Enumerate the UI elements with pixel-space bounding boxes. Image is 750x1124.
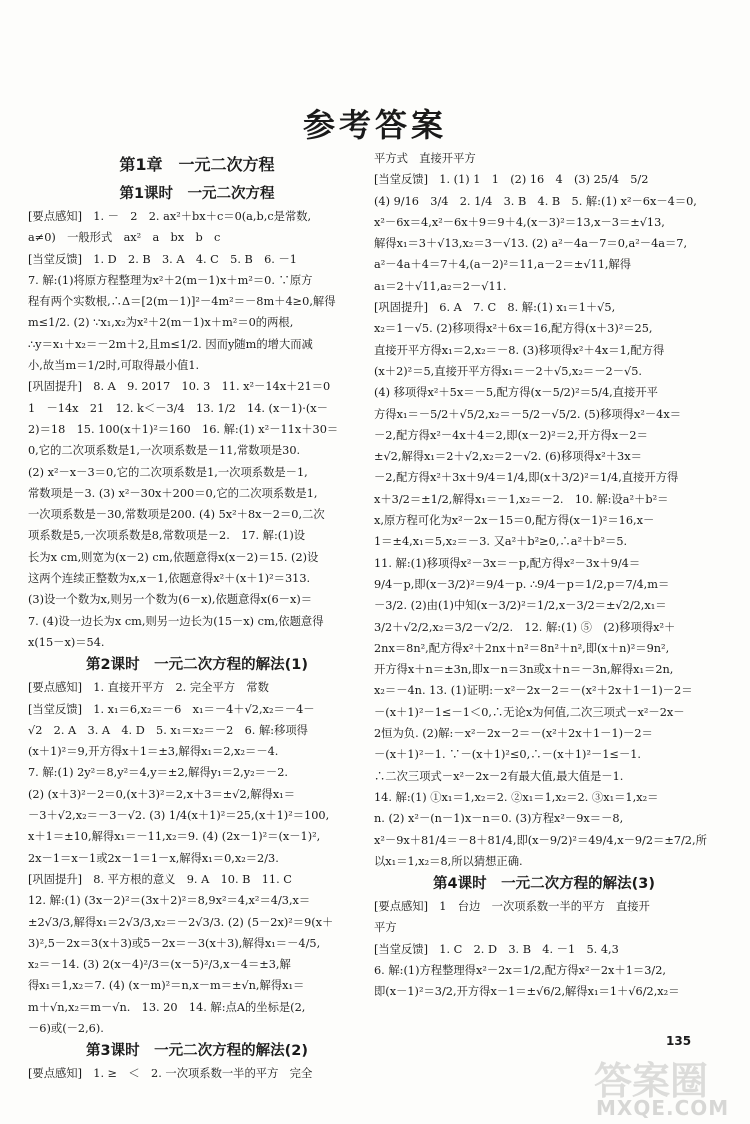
answer-line: [当堂反馈] 1. (1) 1 1 (2) 16 4 (3) 25/4 5/2	[374, 173, 649, 187]
answer-line: －6)或(－2,6).	[28, 1021, 104, 1035]
answer-line: －2,配方得x²－4x＋4＝2,即(x－2)²＝2,开方得x－2＝	[374, 428, 648, 442]
answer-line: 2x－1＝x－1或2x－1＝1－x,解得x₁＝0,x₂＝2/3.	[28, 851, 279, 865]
watermark-logo	[590, 1050, 740, 1120]
answer-line: 7. 解:(1) 2y²＝8,y²＝4,y＝±2,解得y₁＝2,y₂＝－2.	[28, 766, 289, 780]
answer-line: (x＋1)²＝9,开方得x＋1＝±3,解得x₁＝2,x₂＝－4.	[28, 745, 279, 759]
answer-line: 这两个连续正整数为x,x－1,依题意得x²＋(x＋1)²＝313.	[28, 572, 311, 586]
answer-line: ±2√3/3,解得x₁＝2√3/3,x₂＝－2√3/3. (2) (5－2x)²＝9(x＋	[28, 915, 334, 929]
answer-line: 常数项是－3. (3) x²－30x＋200＝0,它的二次项系数是1,	[28, 486, 318, 500]
answer-line: 方得x₁＝－5/2＋√5/2,x₂＝－5/2－√5/2. (5)移项得x²－4x＝	[374, 407, 682, 421]
lesson-3-answers-continued	[374, 148, 714, 872]
lesson-heading-1: 第1课时 一元二次方程	[119, 186, 275, 202]
watermark-url: MXQE.COM	[596, 1096, 730, 1120]
answer-line: －(x＋1)²－1≤－1＜0,∴无论x为何值,二次三项式－x²－2x－	[374, 705, 685, 719]
answer-line: 1＝±4,x₁＝5,x₂＝－3. 又a²＋b²≥0,∴a²＋b²＝5.	[374, 535, 628, 549]
answer-line: －3/2. (2)由(1)中知(x－3/2)²＝1/2,x－3/2＝±√2/2,x₁＝	[374, 599, 667, 613]
lesson-1-answers	[28, 206, 366, 653]
answer-line: a₁＝2＋√11,a₂＝2－√11.	[374, 279, 507, 293]
answer-line: [要点感知] 1 台边 一次项系数一半的平方 直接开	[374, 900, 650, 914]
answer-line: (3)设一个数为x,则另一个数为(6－x),依题意得x(6－x)＝	[28, 593, 313, 607]
answer-line: 7. 解:(1)将原方程整理为x²＋2(m－1)x＋m²＝0. ∵原方	[28, 273, 313, 287]
answer-line: 6. 解:(1)方程整理得x²－2x＝1/2,配方得x²－2x＋1＝3/2,	[374, 963, 666, 977]
answer-line: [要点感知] 1. 直接开平方 2. 完全平方 常数	[28, 681, 269, 695]
answer-line: [巩固提升] 6. A 7. C 8. 解:(1) x₁＝1＋√5,	[374, 301, 616, 315]
answer-line: 2nx＝8n²,配方得x²＋2nx＋n²＝8n²＋n²,即(x＋n)²＝9n²,	[374, 641, 670, 655]
answer-line: m＋√n,x₂＝m－√n. 13. 20 14. 解:点A的坐标是(2,	[28, 1000, 306, 1014]
answer-line: x＋1＝±10,解得x₁＝－11,x₂＝9. (4) (2x－1)²＝(x－1)²,	[28, 830, 321, 844]
answer-line: 项系数是5,一次项系数是8,常数项是－2. 17. 解:(1)设	[28, 529, 306, 543]
answer-line: [当堂反馈] 1. x₁＝6,x₂＝－6 x₁＝－4＋√2,x₂＝－4－	[28, 702, 315, 716]
lesson-heading-4: 第4课时 一元二次方程的解法(3)	[433, 876, 655, 893]
answer-line: ∴y＝x₁＋x₂＝－2m＋2,且m≤1/2. 因而y随m的增大而减	[28, 337, 313, 351]
chapter-heading: 第1章 一元二次方程	[119, 155, 275, 174]
page-title: 参考答案	[302, 106, 447, 144]
lesson-2-answers	[28, 677, 366, 1039]
lesson-4-answers	[374, 896, 714, 1002]
answer-line: 9/4－p,即(x－3/2)²＝9/4－p. ∴9/4－p＝1/2,p＝7/4,m＝	[374, 577, 670, 591]
right-column	[374, 148, 714, 1003]
answer-line: [巩固提升] 8. A 9. 2017 10. 3 11. x²－14x＋21＝0	[28, 380, 331, 394]
answer-line: 得x₁＝1,x₂＝7. (4) (x－m)²＝n,x－m＝±√n,解得x₁＝	[28, 979, 305, 993]
answer-line: (4) 移项得x²＋5x＝－5,配方得(x－5/2)²＝5/4,直接开平	[374, 386, 658, 400]
answer-line: ∴二次三项式－x²－2x－2有最大值,最大值是－1.	[374, 769, 624, 783]
answer-line: ±√2,解得x₁＝2＋√2,x₂＝2－√2. (6)移项得x²＋3x＝	[374, 450, 642, 464]
watermark-logo-text: 答案圈	[594, 1059, 709, 1103]
answer-line: －(x＋1)²－1. ∵－(x＋1)²≤0,∴－(x＋1)²－1≤－1.	[374, 748, 642, 762]
answer-line: x²－6x＝4,x²－6x＋9＝9＋4,(x－3)²＝13,x－3＝±√13,	[374, 215, 665, 229]
answer-line: 平方	[374, 921, 397, 935]
answer-line: 程有两个实数根,∴Δ＝[2(m－1)]²－4m²＝－8m＋4≥0,解得	[28, 295, 336, 309]
answer-line: －3＋√2,x₂＝－3－√2. (3) 1/4(x＋1)²＝25,(x＋1)²＝100,	[28, 809, 330, 823]
answer-line: a²－4a＋4＝7＋4,(a－2)²＝11,a－2＝±√11,解得	[374, 258, 632, 272]
answer-line: (x＋2)²＝5,直接开平方得x₁＝－2＋√5,x₂＝－2－√5.	[374, 364, 642, 378]
answer-line: 14. 解:(1) ①x₁＝1,x₂＝2. ②x₁＝1,x₂＝2. ③x₁＝1,x₂＝	[374, 790, 659, 804]
answer-line: m≤1/2. (2) ∵x₁,x₂为x²＋2(m－1)x＋m²＝0的两根,	[28, 316, 294, 330]
answer-line: (2) (x＋3)²－2＝0,(x＋3)²＝2,x＋3＝±√2,解得x₁＝	[28, 787, 296, 801]
answer-line: (4) 9/16 3/4 2. 1/4 3. B 4. B 5. 解:(1) x²－6x－4＝0,	[374, 194, 697, 208]
answer-line: 平方式 直接开平方	[374, 152, 476, 165]
answer-line: 7. (4)设一边长为x cm,则另一边长为(15－x) cm,依题意得	[28, 614, 324, 628]
answer-line: 0,它的二次项系数是1,一次项系数是－11,常数项是30.	[28, 444, 301, 458]
lesson-heading-3: 第3课时 一元二次方程的解法(2)	[86, 1043, 308, 1060]
answer-line: x＋3/2＝±1/2,解得x₁＝－1,x₂＝－2. 10. 解:设a²＋b²＝	[374, 492, 669, 506]
answer-line: 11. 解:(1)移项得x²－3x＝－p,配方得x²－3x＋9/4＝	[374, 556, 641, 570]
answer-line: 开方得x＋n＝±3n,即x－n＝3n或x＋n＝－3n,解得x₁＝2n,	[374, 663, 674, 677]
answer-line: x²－9x＋81/4＝－8＋81/4,即(x－9/2)²＝49/4,x－9/2＝±7/2,所	[374, 833, 707, 847]
answer-line: 解得x₁＝3＋√13,x₂＝3－√13. (2) a²－4a－7＝0,a²－4a＝7,	[374, 237, 688, 251]
answer-line: 小,故当m＝1/2时,可取得最小值1.	[28, 359, 200, 373]
answer-line: 直接开平方得x₁＝2,x₂＝－8. (3)移项得x²＋4x＝1,配方得	[374, 343, 665, 357]
answer-line: x(15－x)＝54.	[28, 635, 105, 649]
answer-line: 一次项系数是－30,常数项是200. (4) 5x²＋8x－2＝0,二次	[28, 508, 325, 522]
answer-line: －2,配方得x²＋3x＋9/4＝1/4,即(x＋3/2)²＝1/4,直接开方得	[374, 471, 679, 485]
answer-line: 2恒为负. (2)解:－x²－2x－2＝－(x²＋2x＋1－1)－2＝	[374, 727, 653, 741]
answer-line: [当堂反馈] 1. C 2. D 3. B 4. －1 5. 4,3	[374, 942, 619, 956]
answer-line: 2)＝18 15. 100(x＋1)²＝160 16. 解:(1) x²－11x＋30＝	[28, 422, 339, 436]
answer-line: 即(x－1)²＝3/2,开方得x－1＝±√6/2,解得x₁＝1＋√6/2,x₂＝	[374, 985, 680, 999]
answer-line: x,原方程可化为x²－2x－15＝0,配方得(x－1)²＝16,x－	[374, 514, 655, 528]
answer-line: 3)²,5－2x＝3(x＋3)或5－2x＝－3(x＋3),解得x₁＝－4/5,	[28, 936, 321, 950]
answer-line: x₂＝－4n. 13. (1)证明:－x²－2x－2＝－(x²＋2x＋1－1)－2＝	[374, 684, 693, 698]
lesson-3-answers	[28, 1063, 366, 1084]
answer-line: 12. 解:(1) (3x－2)²＝(3x＋2)²＝8,9x²＝4,x²＝4/3,x＝	[28, 894, 311, 908]
lesson-heading-2: 第2课时 一元二次方程的解法(1)	[86, 657, 308, 674]
answer-line: x₂＝1－√5. (2)移项得x²＋6x＝16,配方得(x＋3)²＝25,	[374, 322, 653, 336]
answer-line: [要点感知] 1. ≥ ＜ 2. 一次项系数一半的平方 完全	[28, 1067, 313, 1081]
answer-line: 长为x cm,则宽为(x－2) cm,依题意得x(x－2)＝15. (2)设	[28, 550, 319, 564]
answer-line: 1 －14x 21 12. k＜－3/4 13. 1/2 14. (x－1)·(x－	[28, 401, 328, 415]
answer-line: (2) x²－x－3＝0,它的二次项系数是1,一次项系数是－1,	[28, 465, 308, 479]
answer-line: a≠0) 一般形式 ax² a bx b c	[28, 231, 221, 245]
answer-line: [巩固提升] 8. 平方根的意义 9. A 10. B 11. C	[28, 872, 292, 886]
answer-line: x₂＝－14. (3) 2(x－4)²/3＝(x－5)²/3,x－4＝±3,解	[28, 958, 291, 972]
answer-line: 3/2＋√2/2,x₂＝3/2－√2/2. 12. 解:(1) ⑤ (2)移项得x²＋	[374, 620, 676, 634]
answer-line: √2 2. A 3. A 4. D 5. x₁＝x₂＝－2 6. 解:移项得	[28, 723, 308, 737]
page-number: 135	[666, 1034, 692, 1048]
answer-line: [当堂反馈] 1. D 2. B 3. A 4. C 5. B 6. －1	[28, 252, 297, 266]
answer-line: n. (2) x²－(n－1)x－n＝0. (3)方程x²－9x＝－8,	[374, 812, 624, 826]
answer-line: 以x₁＝1,x₂＝8,所以猜想正确.	[374, 854, 523, 868]
answer-line: [要点感知] 1. － 2 2. ax²＋bx＋c＝0(a,b,c是常数,	[28, 210, 312, 223]
left-column	[28, 148, 366, 1085]
